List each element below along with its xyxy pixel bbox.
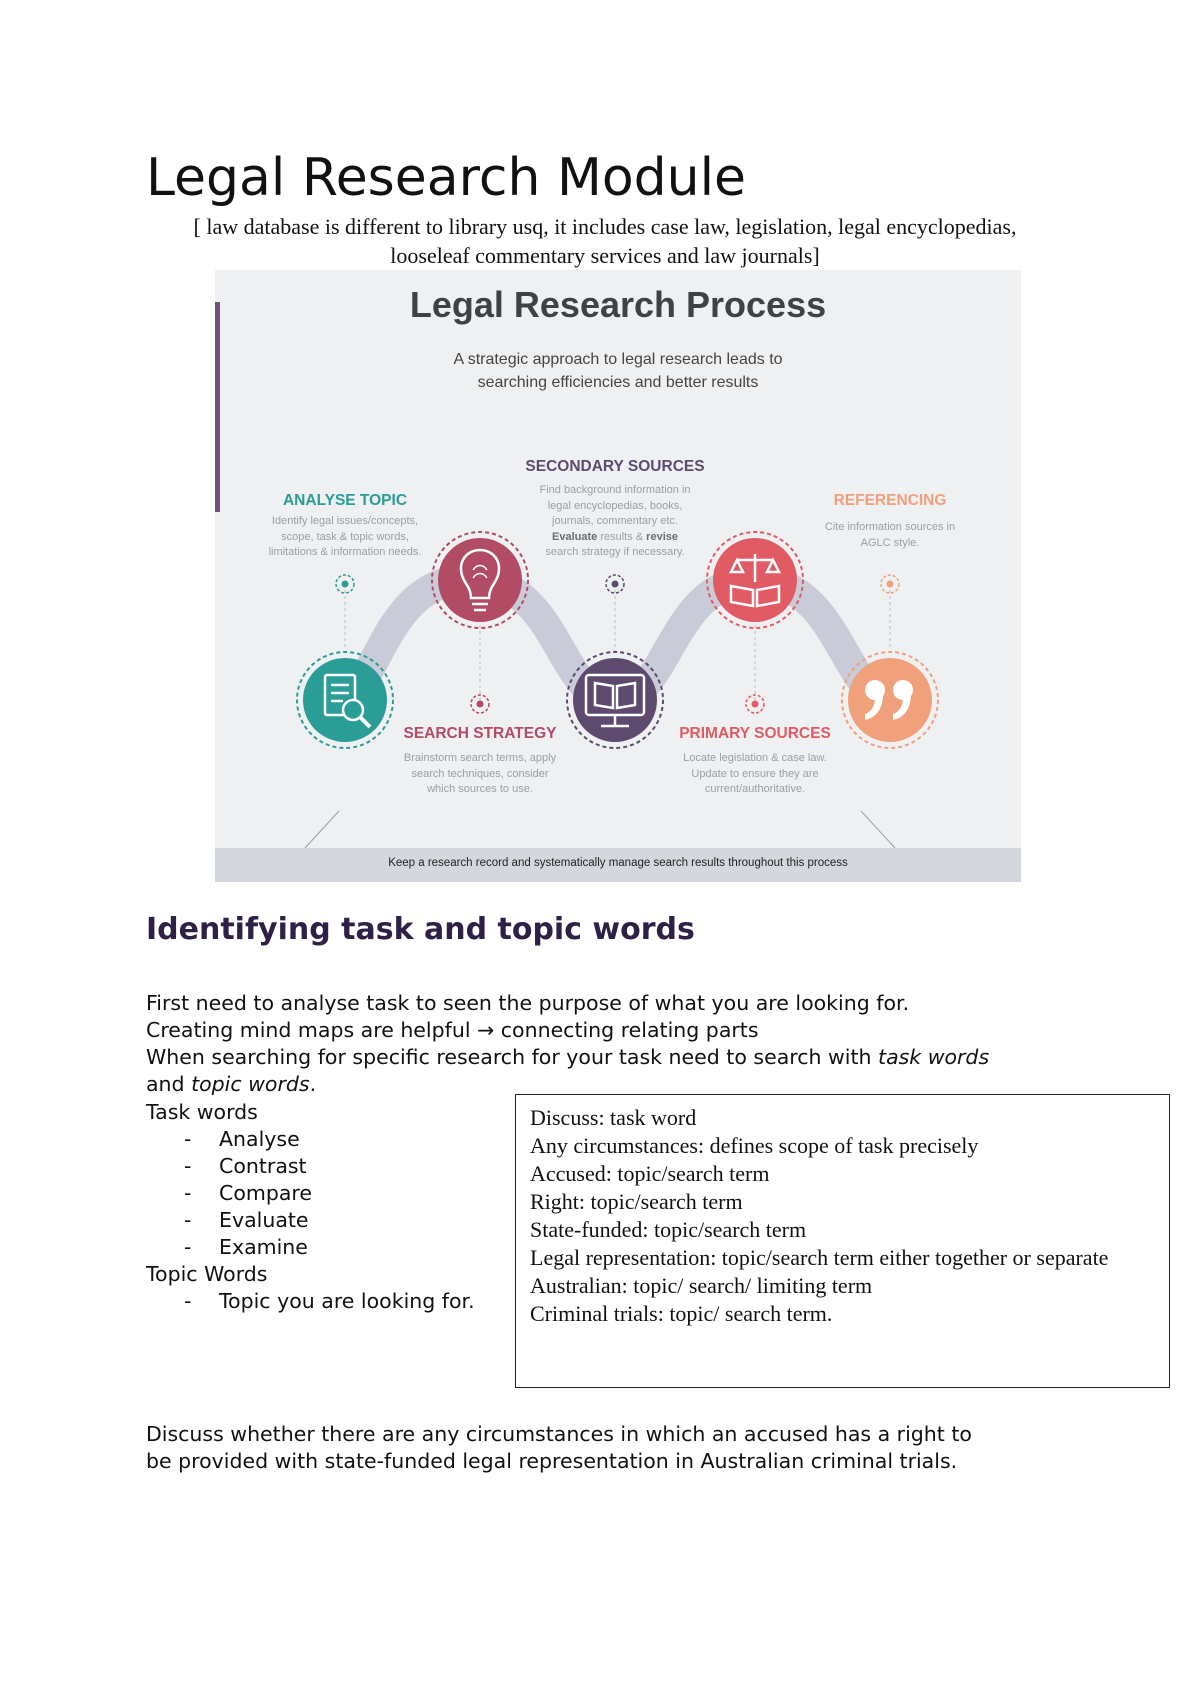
- secondary-desc-line: [500, 530, 730, 546]
- search-strategy-description: [370, 751, 590, 798]
- list-item: - Evaluate: [146, 1207, 516, 1234]
- primary-sources-description: [645, 751, 865, 798]
- arrow-right-icon: →: [477, 1018, 495, 1042]
- period-text: .: [309, 1072, 317, 1096]
- connecting-text: connecting relating parts: [494, 1018, 759, 1042]
- analyse-desc-line: scope, task & topic words,: [281, 530, 409, 543]
- connector-referencing: [881, 575, 899, 648]
- list-item: - Examine: [146, 1234, 516, 1261]
- example-question-line-1: Discuss whether there are any circumstances in which an accused has a right to: [146, 1422, 972, 1446]
- primary-desc-line: current/authoritative.: [704, 783, 806, 795]
- referencing-heading: REFERENCING: [833, 492, 947, 509]
- referencing-desc-line: AGLC style.: [860, 536, 920, 549]
- search-desc-line: search techniques, consider: [411, 767, 549, 780]
- analyse-topic-heading: ANALYSE TOPIC: [282, 492, 408, 509]
- example-question: [146, 1421, 1076, 1475]
- subtitle-line-2: looseleaf commentary services and law journals]: [390, 243, 820, 268]
- process-diagram: [215, 270, 1021, 882]
- box-line: State-funded: topic/search term: [530, 1217, 807, 1242]
- topic-words-list: [146, 1288, 516, 1315]
- results-words: results &: [597, 530, 647, 543]
- analyse-desc-line: Identify legal issues/concepts,: [271, 515, 419, 527]
- example-question-line-2: be provided with state-funded legal representation in Australian criminal trials.: [146, 1449, 958, 1473]
- paragraph-mind-maps: [146, 1017, 1026, 1044]
- secondary-sources-heading: SECONDARY SOURCES: [525, 458, 705, 475]
- paragraph-searching: [146, 1044, 1026, 1098]
- task-words-emphasis: task words: [878, 1045, 990, 1069]
- list-item: - Analyse: [146, 1126, 516, 1153]
- infographic-subtitle-line-1: A strategic approach to legal research leads to: [453, 351, 783, 368]
- analysis-text-box: [515, 1094, 1170, 1388]
- infographic-footer-text: Keep a research record and systematically manage search results throughout this process: [388, 857, 848, 869]
- page-title: Legal Research Module: [146, 148, 747, 208]
- infographic-title: Legal Research Process: [409, 284, 827, 325]
- box-line: Legal representation: topic/search term either together or separate: [530, 1245, 1109, 1270]
- mind-maps-text: Creating mind maps are helpful: [146, 1018, 478, 1042]
- secondary-desc-line: Find background information in: [539, 484, 691, 496]
- box-line: Discuss: task word: [530, 1105, 697, 1130]
- box-line: Accused: topic/search term: [530, 1161, 770, 1186]
- secondary-desc-line: legal encyclopedias, books,: [547, 499, 683, 512]
- task-words-list: [146, 1126, 516, 1261]
- topic-words-emphasis: topic words: [191, 1072, 310, 1096]
- secondary-desc-line: journals, commentary etc.: [552, 515, 678, 527]
- box-line: Right: topic/search term: [530, 1189, 743, 1214]
- page-subtitle: [146, 212, 1064, 270]
- footer-diagonal-right: [861, 811, 895, 848]
- analyse-topic-description: [235, 514, 455, 561]
- list-item: - Compare: [146, 1180, 516, 1207]
- revise-word: revise: [646, 530, 678, 543]
- task-words-label: Task words: [146, 1100, 258, 1124]
- list-item: - Topic you are looking for.: [146, 1288, 516, 1315]
- box-line: Any circumstances: defines scope of task precisely: [530, 1133, 979, 1158]
- legal-research-process-infographic: [215, 270, 1021, 882]
- search-strategy-heading: SEARCH STRATEGY: [403, 725, 557, 742]
- and-text: and: [146, 1072, 192, 1096]
- footer-diagonal-left: [305, 811, 339, 848]
- secondary-desc-line: search strategy if necessary.: [545, 546, 685, 558]
- referencing-desc-line: Cite information sources in: [824, 521, 956, 533]
- analyse-desc-line: limitations & information needs.: [268, 546, 422, 558]
- body-paragraphs: [146, 990, 1026, 1098]
- primary-sources-heading: PRIMARY SOURCES: [679, 725, 831, 742]
- primary-desc-line: Update to ensure they are: [691, 767, 819, 780]
- connector-analyse: [336, 575, 354, 648]
- topic-words-label: Topic Words: [146, 1262, 268, 1286]
- section-heading: Identifying task and topic words: [146, 912, 695, 947]
- infographic-footer: [215, 848, 1021, 882]
- search-desc-line: Brainstorm search terms, apply: [403, 752, 557, 764]
- connector-search: [471, 625, 489, 713]
- searching-text: When searching for specific research for your task need to search with: [146, 1045, 879, 1069]
- box-line: Criminal trials: topic/ search term.: [530, 1301, 833, 1326]
- evaluate-word: Evaluate: [552, 530, 598, 543]
- connector-secondary: [606, 575, 624, 655]
- referencing-description: [790, 520, 990, 551]
- connector-primary: [746, 625, 764, 713]
- word-lists: [146, 1099, 516, 1315]
- paragraph-analyse-task: First need to analyse task to seen the purpose of what you are looking for.: [146, 991, 910, 1015]
- list-item: - Contrast: [146, 1153, 516, 1180]
- search-desc-line: which sources to use.: [427, 783, 533, 795]
- subtitle-line-1: [ law database is different to library usq, it includes case law, legislation, legal encyclopedias,: [193, 214, 1017, 239]
- infographic-subtitle-line-2: searching efficiencies and better results: [477, 374, 759, 391]
- box-line: Australian: topic/ search/ limiting term: [530, 1273, 873, 1298]
- primary-desc-line: Locate legislation & case law.: [683, 752, 827, 764]
- secondary-sources-description: [500, 483, 730, 561]
